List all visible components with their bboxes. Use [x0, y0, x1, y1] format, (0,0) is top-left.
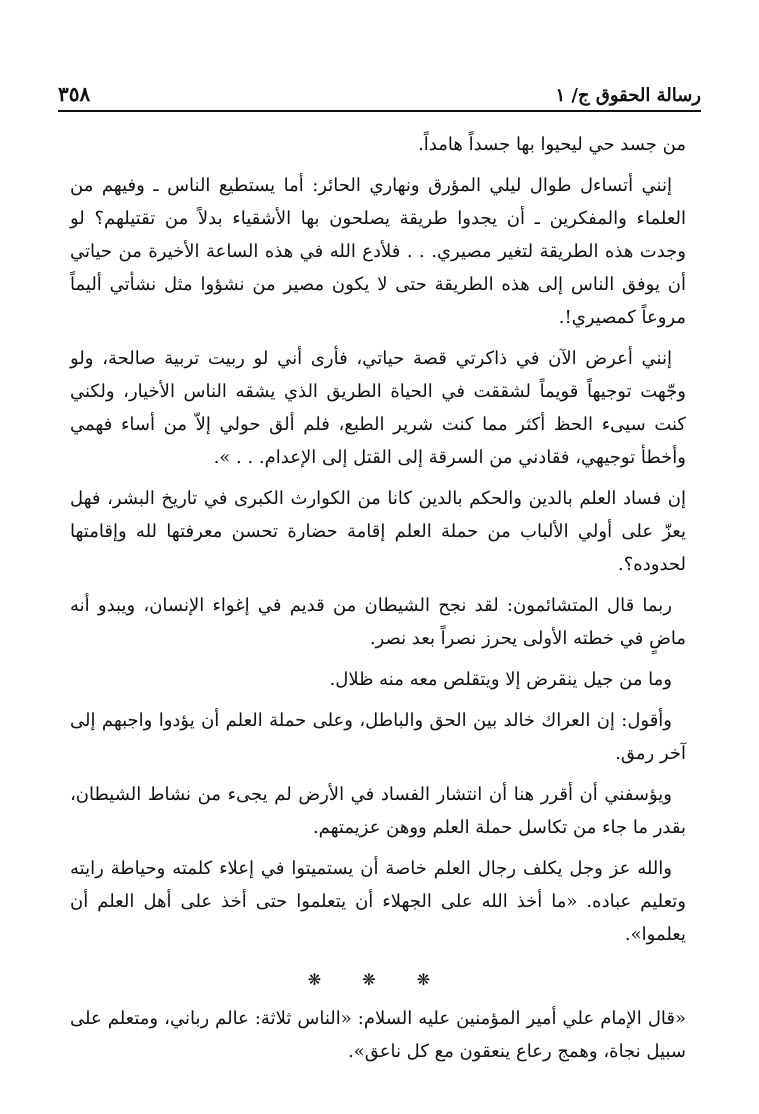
paragraph: إن فساد العلم بالدين والحكم بالدين كانا من الكوارث الكبرى في تاريخ البشر، فهل يعزّ على أولي الألباب من حملة العلم إقامة حضارة تحسن معرفتها لله وإقامتها لحدوده؟.	[70, 488, 686, 575]
paragraph: إنني أعرض الآن في ذاكرتي قصة حياتي، فأرى أني لو ربيت تربية صالحة، ولو وجّهت توجيهاً قويماً لشققت في الحياة الطريق الذي يشقه الناس الأخيار، ولكني كنت سيىء الحظ أكثر مما كنت شرير الطبع، فلم ألق حولي إلاّ من أساء فهمي وأخطأ توجيهي، فقادني من السرقة إلى القتل إلى الإعدام. . . ».	[70, 348, 686, 468]
page-body	[70, 128, 686, 1076]
section-divider: ❋ ❋ ❋	[307, 970, 449, 989]
page-header	[58, 70, 701, 112]
quote-paragraph: «قال الإمام علي أمير المؤمنين عليه السلام: «الناس ثلاثة: عالم رباني، ومتعلم على سبيل نجاة، وهمج رعاع ينعقون مع كل ناعق».	[70, 1008, 686, 1062]
paragraph: ويؤسفني أن أقرر هنا أن انتشار الفساد في الأرض لم يجىء من نشاط الشيطان، بقدر ما جاء من تكاسل حملة العلم ووهن عزيمتهم.	[70, 784, 686, 838]
paragraph: وأقول: إن العراك خالد بين الحق والباطل، وعلى حملة العلم أن يؤدوا واجبهم إلى آخر رمق.	[70, 710, 686, 764]
paragraph: ربما قال المتشائمون: لقد نجح الشيطان من قديم في إغواء الإنسان، ويبدو أنه ماضٍ في خطته الأولى يحرز نصراً بعد نصر.	[70, 595, 686, 649]
book-title: رسالة الحقوق ج/ ١	[555, 85, 701, 106]
paragraph: والله عز وجل يكلف رجال العلم خاصة أن يستميتوا في إعلاء كلمته وحياطة رايته وتعليم عباده. «ما أخذ الله على الجهلاء أن يتعلموا حتى أخذ على أهل العلم أن يعلموا».	[70, 858, 686, 945]
paragraph: من جسد حي ليحيوا بها جسداً هامداً.	[418, 134, 686, 155]
paragraph: إنني أتساءل طوال ليلي المؤرق ونهاري الحائر: أما يستطيع الناس ـ وفيهم من العلماء والمفكرين ـ أن يجدوا طريقة يصلحون بها الأشقياء بدلاً من تقتيلهم؟ لو وجدت هذه الطريقة لتغير مصيري. . . فلأدع الله في هذه الساعة الأخيرة من حياتي أن يوفق الناس إلى هذه الطريقة حتى لا يكون مصير من نشؤوا مثل نشأتي أليماً مروعاً كمصيري!.	[70, 175, 686, 328]
paragraph: وما من جيل ينقرض إلا ويتقلص معه منه ظلال.	[329, 669, 672, 690]
page-number: ٣٥٨	[58, 82, 91, 106]
